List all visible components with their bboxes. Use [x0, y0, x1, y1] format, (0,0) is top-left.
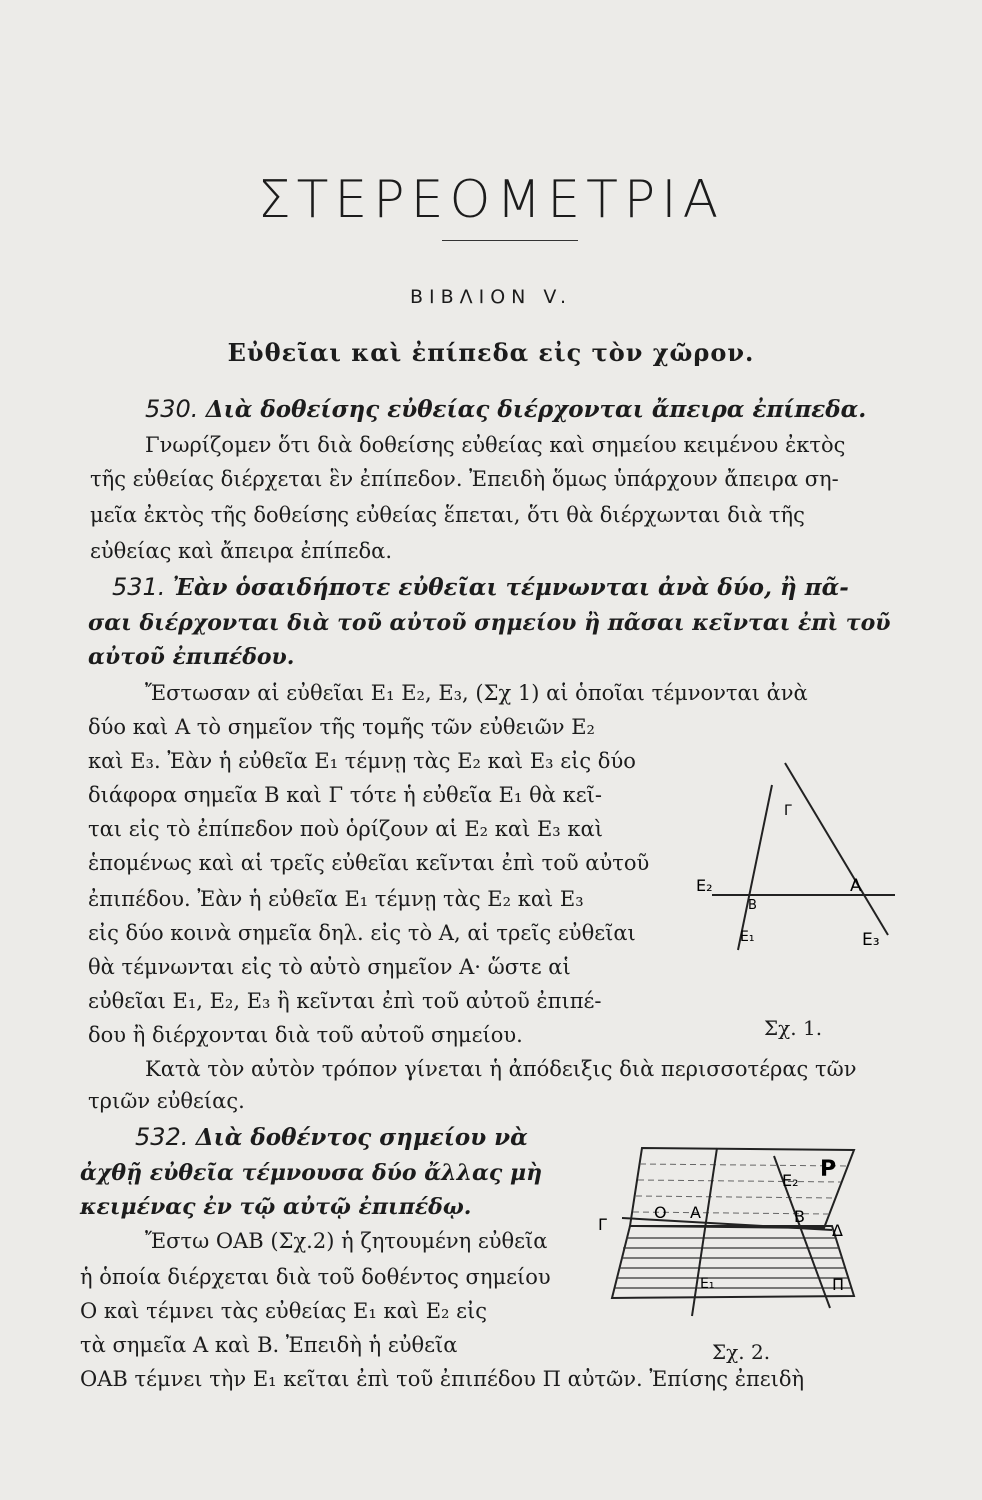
text-line: εὐθείας καὶ ἄπειρα ἐπίπεδα.: [90, 539, 393, 563]
text-line: δύο καὶ Α τὸ σημεῖον τῆς τομῆς τῶν εὐθειῶν Ε₂: [88, 715, 595, 739]
text-line: θὰ τέμνωνται εἰς τὸ αὐτὸ σημεῖον Α· ὥστε αἱ: [88, 955, 571, 979]
label-e2: Ε₂: [696, 876, 713, 895]
section-number: 530.: [145, 395, 199, 423]
label-gamma: Γ: [598, 1215, 607, 1234]
book-heading: ΒΙΒΛΙΟΝ V.: [409, 286, 573, 308]
text-line: καὶ Ε₃. Ἐὰν ἡ εὐθεῖα Ε₁ τέμνῃ τὰς Ε₂ καὶ Ε₃ εἰς δύο: [88, 749, 636, 773]
section-title-line: σαι διέρχονται διὰ τοῦ αὐτοῦ σημείου ἢ πᾶσαι κεῖνται ἐπὶ τοῦ: [88, 610, 891, 636]
label-e1: Ε₁: [700, 1276, 715, 1292]
text-line: τὰ σημεῖα Α καὶ Β. Ἐπειδὴ ἡ εὐθεῖα: [80, 1333, 458, 1357]
section-531-heading: [112, 574, 849, 601]
page-title: ΣΤΕΡΕΟΜΕΤΡΙΑ: [257, 170, 725, 230]
section-530-heading: [145, 396, 866, 423]
section-number: 532.: [135, 1123, 189, 1151]
section-title: Διὰ δοθέντος σημείου νὰ: [195, 1124, 528, 1151]
text-line: μεῖα ἐκτὸς τῆς δοθείσης εὐθείας ἕπεται, ὅτι θὰ διέρχωνται διὰ τῆς: [90, 503, 805, 527]
figure-1-diagram: [690, 745, 920, 995]
lower-plane-hatching: [615, 1238, 851, 1288]
line-e3: [785, 763, 888, 935]
text-line: ἑπομένως καὶ αἱ τρεῖς εὐθεῖαι κεῖνται ἐπὶ τοῦ αὐτοῦ: [88, 851, 650, 875]
text-line: τῆς εὐθείας διέρχεται ἓν ἐπίπεδον. Ἐπειδὴ ὅμως ὑπάρχουν ἄπειρα ση-: [90, 467, 839, 491]
text-line: Ἔστω ΟΑΒ (Σχ.2) ἡ ζητουμένη εὐθεῖα: [145, 1229, 548, 1253]
line-e1: [738, 785, 772, 950]
section-title-line: αὐτοῦ ἐπιπέδου.: [88, 644, 295, 670]
figure-2-caption: Σχ. 2.: [712, 1340, 771, 1364]
section-title: Ἐὰν ὁσαιδήποτε εὐθεῖαι τέμνωνται ἀνὰ δύο, ἢ πᾶ-: [172, 574, 849, 601]
title-divider: [442, 240, 578, 241]
label-e2: Ε₂: [782, 1171, 799, 1190]
section-title-line: ἀχθῇ εὐθεῖα τέμνουσα δύο ἄλλας μὴ: [80, 1160, 543, 1186]
label-a: Α: [690, 1203, 701, 1222]
text-line: εὐθεῖαι Ε₁, Ε₂, Ε₃ ἢ κεῖνται ἐπὶ τοῦ αὐτοῦ ἐπιπέ-: [88, 989, 602, 1013]
label-o: Ο: [654, 1203, 667, 1222]
label-e3: Ε₃: [862, 930, 880, 950]
chapter-heading: Εὐθεῖαι καὶ ἐπίπεδα εἰς τὸν χῶρον.: [227, 338, 755, 367]
label-gamma: Γ: [784, 803, 792, 819]
text-line: ἡ ὁποία διέρχεται διὰ τοῦ δοθέντος σημείου: [80, 1265, 551, 1289]
text-line: Ο καὶ τέμνει τὰς εὐθείας Ε₁ καὶ Ε₂ εἰς: [80, 1299, 487, 1323]
label-b: Β: [794, 1207, 805, 1226]
text-line: εἰς δύο κοινὰ σημεῖα δηλ. εἰς τὸ Α, αἱ τρεῖς εὐθεῖαι: [88, 921, 636, 945]
text-line: Κατὰ τὸν αὐτὸν τρόπον γίνεται ἡ ἀπόδειξις διὰ περισσοτέρας τῶν: [145, 1057, 857, 1081]
section-title: Διὰ δοθείσης εὐθείας διέρχονται ἄπειρα ἐπίπεδα.: [205, 396, 867, 423]
label-b: Β: [748, 898, 757, 913]
label-a: Α: [850, 876, 862, 896]
label-pi: Π: [832, 1275, 845, 1294]
figure-1-caption: Σχ. 1.: [764, 1016, 823, 1040]
text-line: Γνωρίζομεν ὅτι διὰ δοθείσης εὐθείας καὶ σημείου κειμένου ἐκτὸς: [145, 433, 846, 457]
section-532-heading: [135, 1124, 528, 1151]
label-delta: Δ: [832, 1221, 843, 1240]
lower-plane: [612, 1226, 854, 1298]
text-line: διάφορα σημεῖα Β καὶ Γ τότε ἡ εὐθεῖα Ε₁ θὰ κεῖ-: [88, 783, 602, 807]
text-line: τριῶν εὐθείας.: [88, 1089, 245, 1113]
text-line: ἐπιπέδου. Ἐὰν ἡ εὐθεῖα Ε₁ τέμνῃ τὰς Ε₂ καὶ Ε₃: [88, 887, 584, 911]
figure-2-diagram: [592, 1138, 882, 1338]
text-line: δου ἢ διέρχονται διὰ τοῦ αὐτοῦ σημείου.: [88, 1023, 523, 1047]
text-line: Ἔστωσαν αἱ εὐθεῖαι Ε₁ Ε₂, Ε₃, (Σχ 1) αἱ ὁποῖαι τέμνονται ἀνὰ: [145, 681, 808, 705]
text-line: ΟΑΒ τέμνει τὴν Ε₁ κεῖται ἐπὶ τοῦ ἐπιπέδου Π αὐτῶν. Ἐπίσης ἐπειδὴ: [80, 1367, 805, 1391]
text-line: ται εἰς τὸ ἐπίπεδον ποὺ ὁρίζουν αἱ Ε₂ καὶ Ε₃ καὶ: [88, 817, 603, 841]
label-e1: Ε₁: [740, 929, 755, 945]
section-title-line: κειμένας ἐν τῷ αὐτῷ ἐπιπέδῳ.: [80, 1194, 472, 1220]
label-rho: Ρ: [820, 1157, 837, 1182]
section-number: 531.: [112, 573, 166, 601]
